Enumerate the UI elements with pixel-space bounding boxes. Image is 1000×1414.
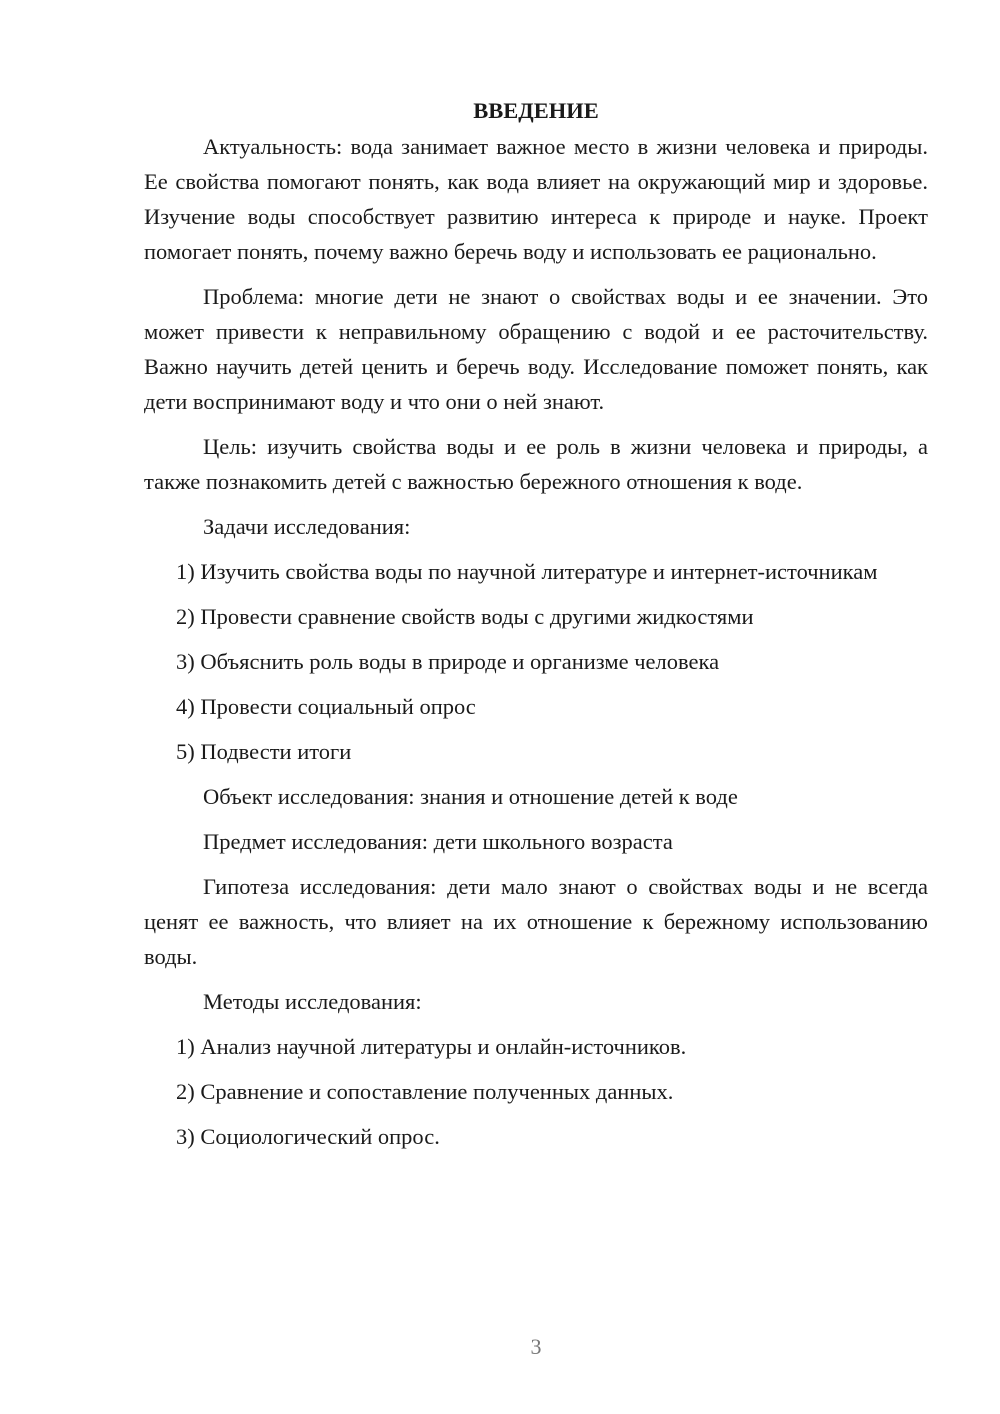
method-item-1: 1) Анализ научной литературы и онлайн-источников. — [176, 1034, 687, 1059]
task-item-5: 5) Подвести итоги — [176, 739, 352, 764]
task-item-1: 1) Изучить свойства воды по научной литературе и интернет-источникам — [176, 559, 878, 584]
page-title: ВВЕДЕНИЕ — [473, 98, 599, 123]
relevance-paragraph: Актуальность: вода занимает важное место в жизни человека и природы. Ее свойства помогают понять, как вода влияет на окружающий мир и здоровье. Изучение воды способствует развитию интереса к природе и науке. Проект помогает понять, почему важно беречь воду и использовать ее рационально. — [144, 134, 928, 264]
hypothesis-paragraph: Гипотеза исследования: дети мало знают о свойствах воды и не всегда ценят ее важность, что влияет на их отношение к бережному использованию воды. — [144, 874, 928, 969]
problem-paragraph: Проблема: многие дети не знают о свойствах воды и ее значении. Это может привести к неправильному обращению с водой и ее расточительству. Важно научить детей ценить и беречь воду. Исследование поможет понять, как дети воспринимают воду и что они о ней знают. — [144, 284, 928, 414]
task-item-4: 4) Провести социальный опрос — [176, 694, 476, 719]
method-item-3: 3) Социологический опрос. — [176, 1124, 440, 1149]
task-item-3: 3) Объяснить роль воды в природе и организме человека — [176, 649, 720, 674]
tasks-heading: Задачи исследования: — [203, 514, 411, 539]
methods-heading: Методы исследования: — [203, 989, 422, 1014]
task-item-2: 2) Провести сравнение свойств воды с другими жидкостями — [176, 604, 754, 629]
page-content — [144, 93, 928, 1164]
object-paragraph: Объект исследования: знания и отношение детей к воде — [203, 784, 738, 809]
method-item-2: 2) Сравнение и сопоставление полученных данных. — [176, 1079, 674, 1104]
goal-paragraph: Цель: изучить свойства воды и ее роль в жизни человека и природы, а также познакомить детей с важностью бережного отношения к воде. — [144, 434, 928, 494]
page-number: 3 — [530, 1334, 542, 1359]
subject-paragraph: Предмет исследования: дети школьного возраста — [203, 829, 673, 854]
